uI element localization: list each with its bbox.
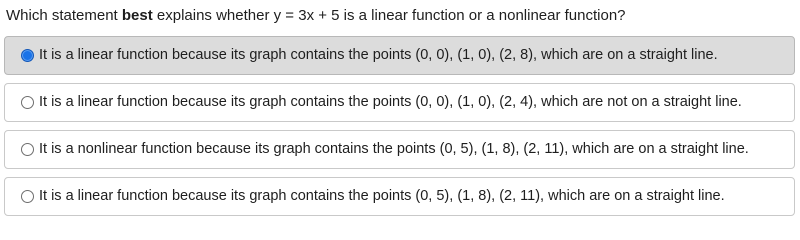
question-emphasis: best [121,7,153,24]
answer-option-2[interactable] [4,83,795,122]
answer-option-3[interactable] [4,130,795,169]
answer-option-label: It is a linear function because its graph contains the points (0, 0), (1, 0), (2, 8), which are on a straight line. [39,47,718,63]
answer-option-label: It is a linear function because its graph contains the points (0, 5), (1, 8), (2, 11), which are on a straight line. [39,188,725,204]
radio-button-checked-icon[interactable] [21,49,34,62]
question-prefix: Which statement [6,7,122,24]
answer-option-label: It is a nonlinear function because its graph contains the points (0, 5), (1, 8), (2, 11), which are on a straight line. [39,141,749,157]
answer-option-label: It is a linear function because its graph contains the points (0, 0), (1, 0), (2, 4), which are not on a straight line. [39,94,742,110]
question-suffix: explains whether y = 3x + 5 is a linear function or a nonlinear function? [152,7,626,24]
radio-button-icon[interactable] [21,190,34,203]
answer-option-4[interactable] [4,177,795,216]
answer-option-1[interactable] [4,36,795,75]
question-text [6,7,626,25]
radio-button-icon[interactable] [21,143,34,156]
radio-button-icon[interactable] [21,96,34,109]
